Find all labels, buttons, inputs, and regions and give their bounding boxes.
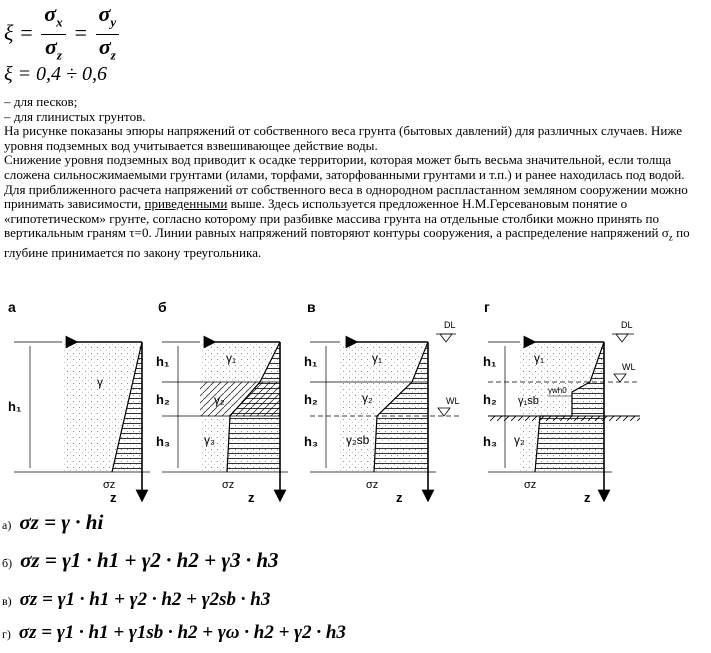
formula-g: г) σz = γ1 · h1 + γ1sb · h2 + γω · h2 + γ2 · h3 [2, 622, 346, 643]
svg-text:DL: DL [621, 320, 633, 330]
svg-text:γ₁: γ₁ [226, 351, 237, 365]
dl-marker [440, 334, 452, 342]
svg-text:σz: σz [222, 479, 235, 491]
z-axis-label: z [110, 490, 117, 505]
paragraph-sands: – для песков; [4, 94, 78, 109]
svg-text:h₂: h₂ [483, 392, 497, 407]
svg-text:γ₁sb: γ₁sb [518, 395, 539, 407]
svg-text:h₂: h₂ [156, 392, 170, 407]
gamma-label: γ [97, 375, 103, 389]
body-text [4, 95, 709, 260]
svg-text:γ₁: γ₁ [372, 351, 383, 365]
impermeable-layer [488, 416, 640, 421]
diagram-b [156, 342, 288, 505]
diagram-a [8, 342, 150, 505]
figure-label-g: г [484, 299, 490, 315]
svg-text:z: z [248, 490, 255, 505]
svg-text:WL: WL [622, 362, 636, 372]
stress-diagrams [0, 316, 711, 506]
svg-text:WL: WL [446, 396, 460, 406]
paragraph-epures: На рисунке показаны эпюры напряжений от собственного веса грунта (бытовых давлений) для различных случаев. Ниже уровня подземных вод учитывается взвешивающее действие воды. [4, 123, 683, 153]
svg-text:h₃: h₃ [483, 434, 497, 449]
formula-v: в) σz = γ1 · h1 + γ2 · h2 + γ2sb · h3 [2, 589, 271, 610]
svg-text:γ₃: γ₃ [204, 433, 215, 447]
svg-text:γ₂sb: γ₂sb [346, 433, 370, 447]
h1-label: h₁ [8, 399, 22, 414]
formula-a: а) σz = γ · hi [2, 510, 104, 534]
svg-text:h₃: h₃ [304, 434, 318, 449]
fraction-sigma-y: $\frac{\sigma_y}{\sigma_z}$ [96, 2, 120, 68]
svg-text:h₁: h₁ [156, 354, 170, 369]
formula-b-expr: σz = γ1 · h1 + γ2 · h2 + γ3 · h3 [20, 548, 279, 572]
figure-label-a: а [8, 299, 16, 315]
formula-v-expr: σz = γ1 · h1 + γ2 · h2 + γ2sb · h3 [19, 589, 271, 610]
paragraph-approximate: Для приближенного расчета напряжений от собственного веса в однородном распластанном земляном сооружении можно принимать зависимости, приведенными выше. Здесь используется предложенное Н.М.Герсевановым понятие о «гипотетическом» грунте, согласно которому при разбивке массива грунта на отдельные столбики можно принять по вертикальным граням τ=0. Линии равных напряжений повторяют контуры сооружения, а распределение напряжений $\sigma_z$ по глубине принимается по закону треугольника. [4, 181, 690, 260]
svg-text:h₁: h₁ [304, 354, 318, 369]
svg-text:h₁: h₁ [483, 354, 497, 369]
svg-text:h₃: h₃ [156, 434, 170, 449]
figure-label-v: в [307, 299, 316, 315]
dl-marker [616, 334, 628, 342]
formula-b: б) σz = γ1 · h1 + γ2 · h2 + γ3 · h3 [2, 548, 279, 572]
svg-text:γ₂: γ₂ [362, 391, 373, 405]
xi-definition: ξ = $\frac{\sigma_x}{\sigma_z}$ = $\frac{\sigma_y}{\sigma_z}$ [4, 2, 121, 68]
svg-text:z: z [396, 490, 403, 505]
svg-text:γwh0: γwh0 [548, 386, 567, 395]
fraction-sigma-x: $\frac{\sigma_x}{\sigma_z}$ [41, 2, 65, 68]
svg-text:σz: σz [524, 479, 537, 491]
svg-text:γ₁: γ₁ [534, 351, 545, 365]
formula-g-expr: σz = γ1 · h1 + γ1sb · h2 + γω · h2 + γ2 · h3 [18, 622, 346, 643]
svg-text:γ₂: γ₂ [214, 393, 225, 407]
svg-text:DL: DL [444, 320, 456, 330]
diagram-v [304, 320, 460, 505]
svg-text:σz: σz [366, 479, 379, 491]
paragraph-groundwater: Снижение уровня подземных вод приводит к осадке территории, которая может быть весьма значительной, если толща сложена сильносжимаемыми грунтами (илами, торфами, заторфованными грунтами и т.п.) и ранее находилась под водой. [4, 152, 685, 182]
xi-range: ξ = 0,4 ÷ 0,6 [4, 63, 108, 85]
wl-marker [438, 408, 450, 416]
svg-text:z: z [584, 490, 591, 505]
figure-label-b: б [158, 299, 167, 315]
formula-a-expr: σz = γ · hi [19, 510, 104, 534]
sigma-z-label: σz [103, 479, 116, 491]
paragraph-clays: – для глинистых грунтов. [4, 108, 146, 124]
diagram-g [483, 320, 640, 505]
svg-text:γ₂: γ₂ [514, 433, 525, 447]
xi-symbol: ξ [4, 19, 14, 45]
wl-marker [614, 374, 626, 382]
svg-text:h₂: h₂ [304, 392, 318, 407]
